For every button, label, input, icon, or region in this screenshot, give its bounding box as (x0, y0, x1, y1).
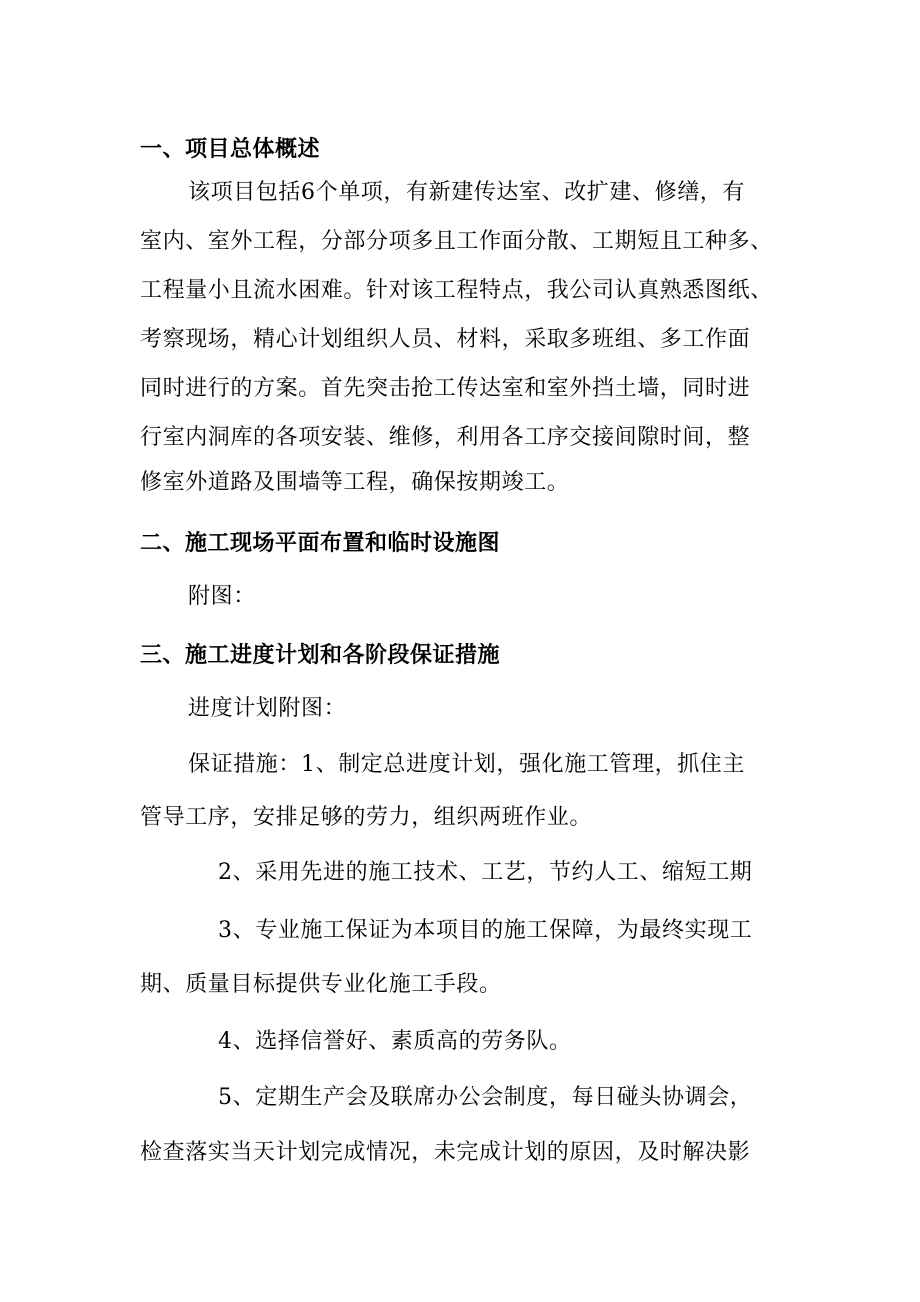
paragraph-line: 4、选择信誉好、素质高的劳务队。 (218, 1029, 572, 1054)
paragraph-line: 工程量小且流水困难。针对该工程特点，我公司认真熟悉图纸、 (140, 278, 773, 303)
paragraph-line: 修室外道路及围墙等工程，确保按期竣工。 (140, 470, 570, 495)
paragraph-line: 5、定期生产会及联席办公会制度，每日碰头协调会， (218, 1085, 753, 1110)
paragraph-line: 行室内洞库的各项安装、维修，利用各工序交接间隙时间，整 (140, 425, 751, 450)
section-heading-3: 三、施工进度计划和各阶段保证措施 (140, 642, 501, 668)
paragraph-line: 检查落实当天计划完成情况，未完成计划的原因，及时解决影 (140, 1140, 751, 1165)
paragraph-line: 同时进行的方案。首先突击抢工传达室和室外挡土墙，同时进 (140, 376, 751, 401)
paragraph-line: 该项目包括6个单项，有新建传达室、改扩建、修缮，有 (188, 180, 745, 205)
paragraph-line: 管导工序，安排足够的劳力，组织两班作业。 (140, 805, 593, 830)
paragraph-line: 考察现场，精心计划组织人员、材料，采取多班组、多工作面 (140, 327, 751, 352)
paragraph-line: 进度计划附图： (188, 696, 347, 721)
paragraph-line: 保证措施：1、制定总进度计划，强化施工管理，抓住主 (188, 752, 745, 777)
paragraph-line: 2、采用先进的施工技术、工艺，节约人工、缩短工期 (218, 860, 753, 885)
section-heading-1: 一、项目总体概述 (140, 136, 321, 162)
paragraph-line: 室内、室外工程，分部分项多且工作面分散、工期短且工种多、 (140, 229, 773, 254)
section-heading-2: 二、施工现场平面布置和临时设施图 (140, 530, 501, 556)
paragraph-line: 期、质量目标提供专业化施工手段。 (140, 972, 502, 997)
paragraph-line: 3、专业施工保证为本项目的施工保障，为最终实现工 (218, 918, 753, 943)
paragraph-line: 附图： (188, 584, 256, 609)
